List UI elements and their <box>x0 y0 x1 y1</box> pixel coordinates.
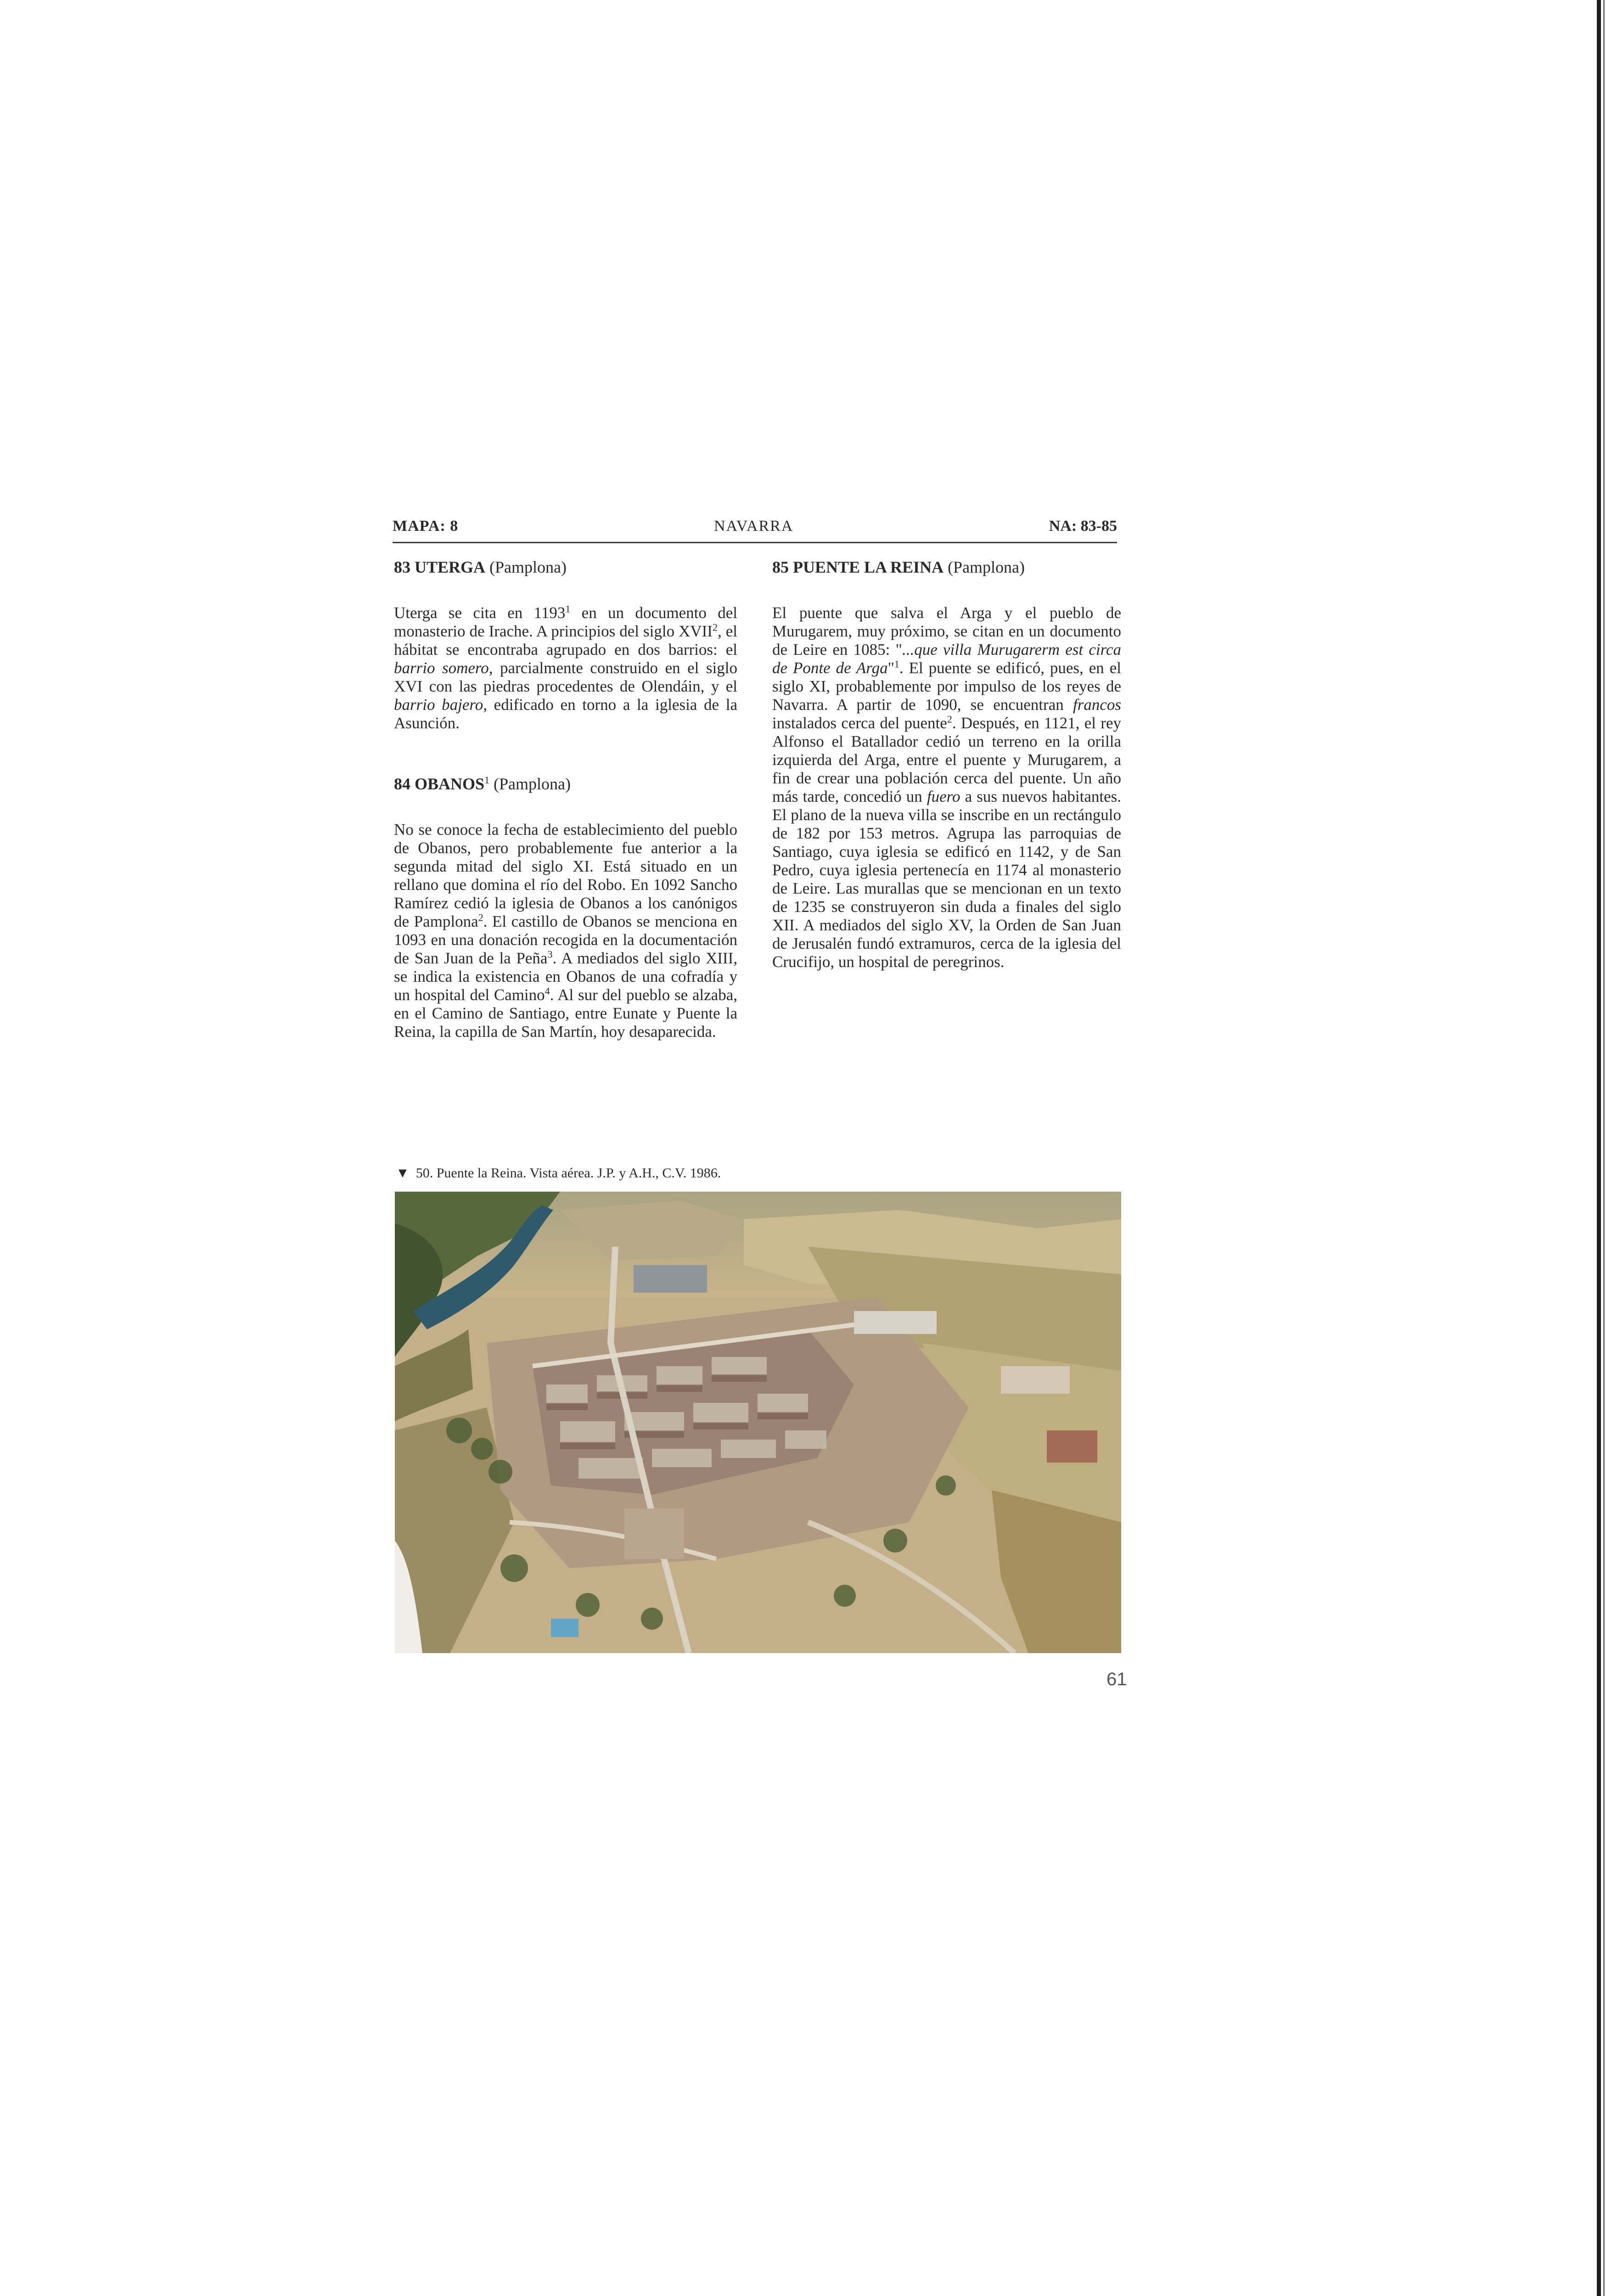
section-83-place: (Pamplona) <box>485 558 567 576</box>
footnote-ref: 2 <box>478 912 483 923</box>
footnote-ref: 1 <box>894 658 899 670</box>
section-title-85 <box>772 558 1121 576</box>
section-title-84 <box>394 775 737 793</box>
italic-quote: ...que villa Murugarerm est circa de Ponte de Arga <box>772 641 1121 677</box>
italic-term: barrio somero <box>394 659 489 677</box>
section-85-place: (Pamplona) <box>943 558 1025 576</box>
footnote-ref: 4 <box>545 985 550 997</box>
right-column <box>772 558 1121 971</box>
text-run: , parcialmente construido en el siglo XVI con las piedras procedentes de Olendáin, y el <box>394 659 737 695</box>
header-map-ref: MAPA: 8 <box>393 518 459 535</box>
section-83-body <box>394 604 737 732</box>
page-number: 61 <box>1106 1669 1127 1689</box>
aerial-photo <box>395 1192 1121 1653</box>
italic-term: barrio bajero <box>394 696 483 714</box>
header-region: NAVARRA <box>714 518 794 535</box>
text-run: . El castillo de Obanos se menciona en 1093 en una donación recogida en la documentación de San Juan de la Peña <box>394 912 737 967</box>
section-spacer <box>394 732 737 775</box>
text-run: en un documento del monasterio de Irache. A principios del siglo XVII <box>394 604 737 640</box>
section-84-heading: 84 OBANOS <box>394 775 485 793</box>
italic-term: francos <box>1073 696 1121 714</box>
footnote-ref: 2 <box>712 621 718 633</box>
footnote-ref: 1 <box>484 774 490 786</box>
text-run: , edificado en torno a la iglesia de la Asunción. <box>394 696 737 732</box>
section-title-83 <box>394 558 737 576</box>
text-run: " <box>887 659 894 677</box>
section-83-heading: 83 UTERGA <box>394 558 486 576</box>
scan-edge-shadow-inner <box>1603 0 1605 2296</box>
text-run: . El puente se edificó, pues, en el siglo XI, probablemente por impulso de los reyes de Navarra. A partir de 1090, se encuentran <box>772 659 1121 714</box>
page-header <box>393 518 1117 540</box>
figure-caption <box>396 1165 721 1181</box>
text-run: instalados cerca del puente <box>772 714 947 732</box>
scan-edge-shadow <box>1597 0 1601 2296</box>
caption-text: 50. Puente la Reina. Vista aérea. J.P. y A.H., C.V. 1986. <box>416 1165 721 1181</box>
caption-marker-icon: ▼ <box>396 1165 410 1181</box>
section-84-place: (Pamplona) <box>489 775 571 793</box>
section-85-body <box>772 604 1121 971</box>
text-run: El puente que salva el Arga y el pueblo de Murugarem, muy próximo, se citan en un documento de Leire en 1085: " <box>772 604 1121 658</box>
text-run: , el hábitat se encontraba agrupado en dos barrios: el <box>394 622 737 658</box>
section-84-body <box>394 821 737 1041</box>
aerial-photo-illustration <box>395 1192 1121 1653</box>
footnote-ref: 2 <box>947 713 952 725</box>
text-run: . Después, en 1121, el rey Alfonso el Batallador cedió un terreno en la orilla izquierda del Arga, entre el puente y Murugarem, a fin de crear una población cerca del puente. Un año más tarde, concedió un <box>772 714 1121 805</box>
section-85-heading: 85 PUENTE LA REINA <box>772 558 944 576</box>
footnote-ref: 1 <box>565 603 571 615</box>
header-rule <box>393 542 1117 543</box>
text-run: No se conoce la fecha de establecimiento del pueblo de Obanos, pero probablemente fue anterior a la segunda mitad del siglo XI. Está situado en un rellano que domina el río del Robo. En 1092 Sancho Ramírez cedió la iglesia de Obanos a los canónigos de Pamplona <box>394 821 737 930</box>
text-run: a sus nuevos habitantes. El plano de la nueva villa se inscribe en un rectángulo de 182 por 153 metros. Agrupa las parroquias de Santiago, cuya iglesia se edificó en 1142, y de San Pedro, cuya iglesia pertenecía en 1174 al monasterio de Leire. Las murallas que se mencionan en un texto de 1235 se construyeron sin duda a finales del siglo XII. A mediados del siglo XV, la Orden de San Juan de Jerusalén fundó extramuros, cerca de la iglesia del Crucifijo, un hospital de peregrinos. <box>772 788 1122 971</box>
left-column <box>394 558 737 1041</box>
text-run: Uterga se cita en 1193 <box>394 604 566 622</box>
italic-term: fuero <box>927 788 960 805</box>
text-run: . A mediados del siglo XIII, se indica la existencia en Obanos de una cofradía y un hospital del Camino <box>394 949 737 1004</box>
footnote-ref: 3 <box>547 948 553 960</box>
text-run: . Al sur del pueblo se alzaba, en el Camino de Santiago, entre Eunate y Puente la Reina, la capilla de San Martín, hoy desaparecida. <box>394 986 737 1041</box>
header-entry-range: NA: 83-85 <box>1049 518 1117 535</box>
